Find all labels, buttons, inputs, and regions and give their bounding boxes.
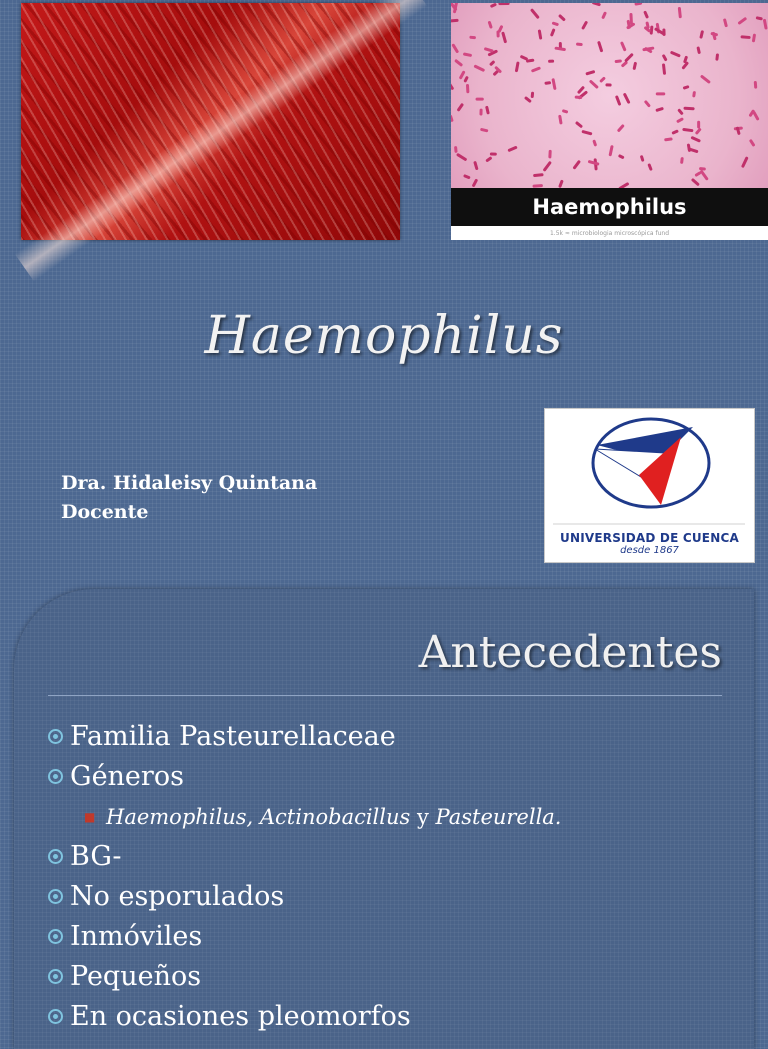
bacterium (515, 61, 520, 72)
content-slide (14, 589, 754, 1049)
bacterium (749, 139, 756, 147)
bacterium (485, 156, 492, 162)
bacterium (671, 129, 679, 135)
bullet-circle-icon (48, 769, 63, 784)
bacterium (752, 33, 756, 42)
bacterium (480, 128, 489, 133)
bacterium (466, 84, 469, 93)
connector-text: y (410, 805, 436, 829)
colony-streak (15, 0, 428, 282)
bacterium (524, 96, 532, 103)
bacterium (558, 14, 566, 22)
bacterium (741, 156, 749, 168)
genus-name-last: Pasteurella. (435, 805, 562, 829)
list-item-text: No esporulados (70, 881, 285, 912)
bacterium (624, 53, 634, 63)
bacterium (691, 178, 700, 187)
bacterium (451, 19, 459, 23)
bacterium (700, 74, 711, 84)
bacterium (451, 82, 454, 90)
bacterium (618, 154, 625, 159)
list-item (48, 997, 738, 1037)
bacterium (723, 18, 728, 27)
list-item-text: BG- (70, 841, 122, 872)
bacterium (670, 51, 681, 58)
photo-credit: 1.5k ≈ microbiologia microscópica fund (549, 230, 669, 237)
author-block (61, 469, 317, 527)
bacterium (501, 31, 507, 43)
bacterium (700, 169, 709, 180)
bacterium (476, 98, 484, 101)
bacterium (695, 127, 702, 135)
bacterium (690, 136, 701, 143)
bacterium (677, 108, 684, 115)
bacterium (632, 62, 637, 71)
bacterium (484, 47, 494, 53)
bacterium (485, 106, 490, 115)
bacterium (473, 161, 478, 171)
bacterium (451, 43, 459, 53)
bacterium (530, 8, 540, 19)
bacterium (459, 70, 466, 79)
bacterium (538, 29, 543, 39)
bacterium (473, 64, 485, 72)
bacterium (763, 19, 768, 30)
bacterium (647, 163, 652, 171)
bacterium (572, 160, 581, 170)
bacterium (662, 63, 666, 75)
bacterium (457, 103, 465, 112)
bacterium (531, 92, 535, 99)
bacterium (662, 54, 668, 62)
bullet-circle-icon (48, 729, 63, 744)
bacterium (479, 109, 482, 116)
bacterium (756, 16, 763, 20)
sub-list-item (48, 797, 738, 837)
bacterium (655, 107, 664, 112)
bacterium (543, 161, 552, 172)
bacterium (737, 17, 747, 25)
bacterium (640, 155, 645, 162)
bacterium (696, 46, 701, 54)
bacterium (588, 160, 600, 166)
sub-bullet-icon: ■ (84, 810, 96, 824)
gram-stain-photo (451, 3, 768, 240)
bacterium (507, 146, 517, 153)
bacterium (558, 179, 564, 188)
list-item (48, 917, 738, 957)
bacterium (558, 115, 563, 125)
bacterium (697, 121, 700, 129)
bacterium (699, 167, 706, 171)
bacterium (548, 60, 554, 63)
list-item-text: Inmóviles (70, 921, 203, 952)
bacterium (634, 3, 642, 6)
bacterium (683, 85, 690, 90)
bacterium (715, 53, 719, 60)
bacterium (615, 59, 623, 63)
bacterium (576, 42, 583, 46)
bacterium (643, 10, 649, 18)
bacterium (551, 78, 556, 90)
bacterium (490, 153, 497, 156)
bacterium (599, 76, 606, 83)
university-name: UNIVERSIDAD DE CUENCA (560, 531, 739, 545)
bacterium (533, 173, 544, 177)
bullet-circle-icon (48, 849, 63, 864)
bacterium (692, 91, 696, 98)
bacterium (605, 83, 611, 86)
bacterium (592, 3, 601, 6)
bacterium (585, 70, 595, 76)
bullet-circle-icon (48, 1009, 63, 1024)
list-item-text: Pequeños (70, 961, 202, 992)
bacterium (544, 81, 551, 85)
list-item (48, 837, 738, 877)
author-role: Docente (61, 501, 149, 523)
bullet-circle-icon (48, 889, 63, 904)
bacterium (456, 153, 467, 162)
microscope-field (451, 3, 768, 188)
bacterium (454, 146, 458, 153)
bacterium (623, 93, 631, 105)
title-divider (48, 695, 722, 696)
bacterium (608, 145, 613, 157)
list-item (48, 957, 738, 997)
bacterium (463, 174, 471, 179)
bacterium (552, 21, 559, 26)
university-logo (544, 408, 755, 563)
bacterium (676, 117, 684, 123)
bacterium (601, 11, 607, 19)
slide-title: Haemophilus (204, 306, 564, 366)
bacterium (472, 178, 479, 187)
bacterium (454, 59, 463, 67)
bacterium (469, 36, 476, 40)
bacterium (678, 7, 682, 19)
bacteria-cells (451, 3, 768, 188)
bacterium (589, 79, 599, 89)
bacterium (581, 21, 588, 30)
bacterium (656, 92, 666, 95)
bullet-circle-icon (48, 969, 63, 984)
bacterium (687, 147, 698, 153)
list-item-text: En ocasiones pleomorfos (70, 1001, 411, 1032)
bullet-list (48, 717, 738, 1037)
bacterium (592, 139, 597, 146)
bacterium (682, 128, 693, 132)
bacterium (664, 137, 673, 141)
list-item (48, 717, 738, 757)
bacterium (497, 25, 503, 33)
bacterium (463, 52, 472, 57)
bacterium (531, 66, 541, 72)
bacterium (498, 3, 509, 5)
bacterium (548, 150, 551, 159)
bacterium (699, 30, 704, 39)
bacterium (488, 21, 493, 29)
bacterium (489, 60, 495, 66)
bacterium (451, 115, 454, 123)
bacterium (581, 130, 592, 136)
university-founded: desde 1867 (620, 545, 679, 556)
bacterium (629, 13, 633, 24)
bacterium (615, 95, 622, 106)
bacterium (490, 3, 497, 8)
blood-agar-photo (21, 3, 400, 240)
bacterium (754, 81, 758, 89)
bacterium (597, 41, 603, 53)
genus-names: Haemophilus, Actinobacillus (106, 805, 411, 829)
photo-caption: Haemophilus (451, 188, 768, 226)
bacterium (617, 124, 625, 133)
list-item-text: Géneros (70, 761, 184, 792)
bacterium (620, 41, 627, 51)
bacterium (683, 107, 694, 111)
bacterium (680, 157, 684, 164)
bacterium (562, 109, 569, 114)
bacterium (740, 35, 750, 39)
list-item (48, 757, 738, 797)
bacterium (463, 76, 469, 83)
bacterium (575, 121, 583, 128)
author-name: Dra. Hidaleisy Quintana (61, 472, 318, 494)
bullet-circle-icon (48, 929, 63, 944)
bacterium (550, 28, 556, 37)
list-item (48, 877, 738, 917)
section-title: Antecedentes (418, 627, 722, 678)
list-item-text: Familia Pasteurellaceae (70, 721, 396, 752)
bacterium (644, 100, 651, 108)
